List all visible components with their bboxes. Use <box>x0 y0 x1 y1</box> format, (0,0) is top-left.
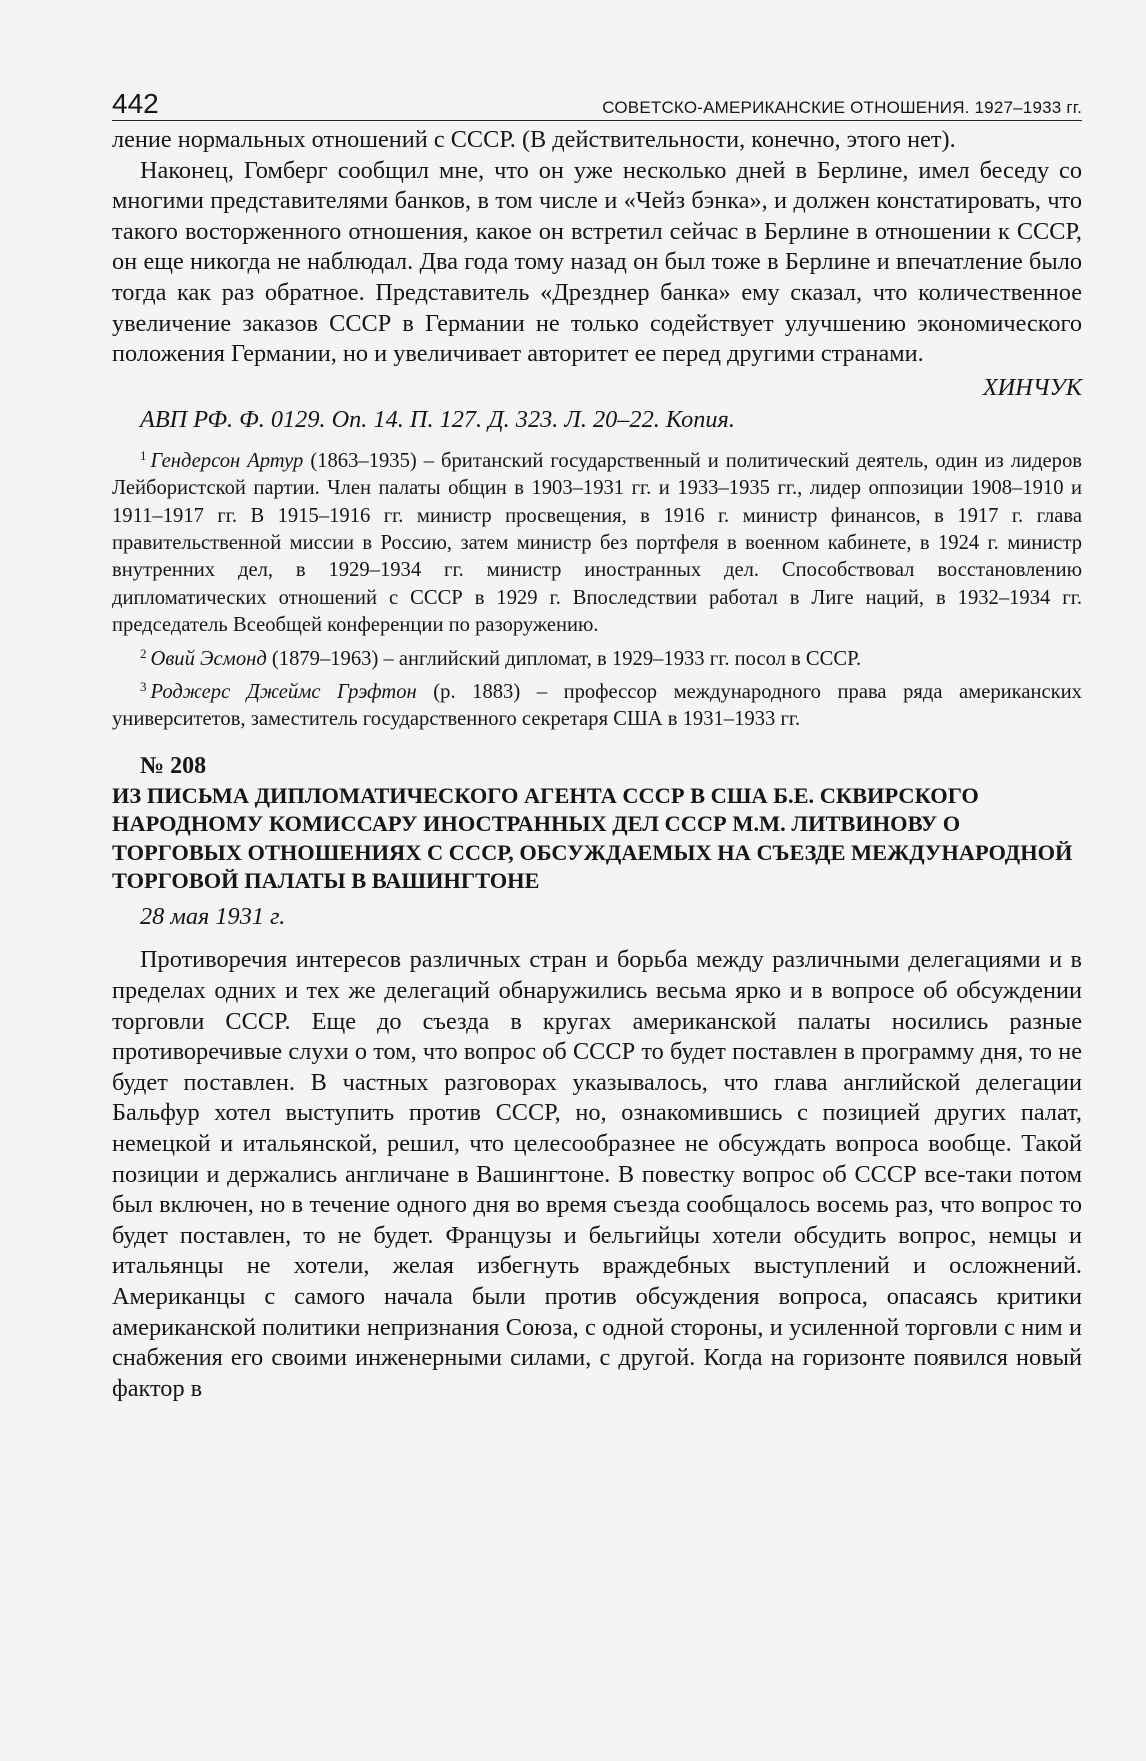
page-number: 442 <box>112 88 159 119</box>
footnote-name: Овий Эсмонд <box>150 647 267 670</box>
running-title: СОВЕТСКО-АМЕРИКАНСКИЕ ОТНОШЕНИЯ. 1927–1933 гг. <box>602 98 1082 117</box>
footnote-1 <box>112 442 1082 640</box>
book-page <box>112 90 1082 1404</box>
footnote-name: Роджерс Джеймс Грэфтон <box>150 681 417 703</box>
footnote-2 <box>112 640 1082 673</box>
document-body: Противоречия интересов различных стран и борьба между различными делегациями и в пределах одних и тех же делегаций обнаружились весьма ярко и в вопросе об обсуждении торговли СССР. Еще до съезда в кругах американской палаты носились разные противоречивые слухи о том, что вопрос об СССР то будет поставлен в программу дня, то не будет поставлен. В частных разговорах указывалось, что глава английской делегации Бальфур хотел выступить против СССР, но, ознакомившись с позицией других палат, немецкой и итальянской, решил, что целесообразнее не обсуждать вопроса вообще. Такой позиции и держались англичане в Вашингтоне. В повестку вопрос об СССР все-таки потом был включен, но в течение одного дня во время съезда сообщалось восемь раз, что вопрос то будет поставлен, то не будет. Французы и бельгийцы хотели обсудить вопрос, немцы и итальянцы не хотели, желая избегнуть враждебных выступлений и осложнений. Американцы с самого начала были против обсуждения вопроса, опасаясь критики американской политики непризнания Союза, с одной стороны, и усиленной торговли с ним и снабжения его своими инженерными силами, с другой. Когда на горизонте появился новый фактор в <box>112 946 1082 1402</box>
footnote-text: (1879–1963) – английский дипломат, в 1929–1933 гг. посол в СССР. <box>266 647 862 670</box>
footnote-name: Гендерсон Артур <box>150 449 304 472</box>
archive-reference: АВП РФ. Ф. 0129. Оп. 14. П. 127. Д. 323. Л. 20–22. Копия. <box>140 405 735 433</box>
paragraph-continuation: ление нормальных отношений с СССР. (В действительности, конечно, этого нет). <box>112 126 956 153</box>
document-number: № 208 <box>140 752 207 779</box>
footnote-mark: 2 <box>140 645 147 661</box>
document-title: ИЗ ПИСЬМА ДИПЛОМАТИЧЕСКОГО АГЕНТА СССР В США Б.Е. СКВИРСКОГО НАРОДНОМУ КОМИССАРУ ИНОСТРАННЫХ ДЕЛ СССР М.М. ЛИТВИНОВУ О ТОРГОВЫХ ОТНОШЕНИЯХ С СССР, ОБСУЖДАЕМЫХ НА СЪЕЗДЕ МЕЖДУНАРОДНОЙ ТОРГОВОЙ ПАЛАТЫ В ВАШИНГТОНЕ <box>112 782 1073 894</box>
footnote-3 <box>112 673 1082 734</box>
page-header <box>112 90 1082 121</box>
document-date: 28 мая 1931 г. <box>140 903 286 931</box>
footnote-text: (р. 1883) – профессор международного права ряда американских университетов, заместитель государственного секретаря США в 1931–1933 гг. <box>112 681 1082 731</box>
footnote-mark: 3 <box>140 679 147 694</box>
signature: ХИНЧУК <box>982 373 1082 401</box>
paragraph-gomberg: Наконец, Гомберг сообщил мне, что он уже несколько дней в Берлине, имел беседу со многими представителями банков, в том числе и «Чейз бэнка», и должен констатировать, что такого восторженного отношения, какое он встретил сейчас в Берлине в отношении к СССР, он еще никогда не наблюдал. Два года тому назад он был тоже в Берлине и впечатление было тогда как раз обратное. Представитель «Дрезднер банка» ему сказал, что количественное увеличение заказов СССР в Германии не только содействует улучшению экономического положения Германии, но и увеличивает авторитет ее перед другими странами. <box>112 156 1082 368</box>
footnote-text: (1863–1935) – британский государственный и политический деятель, один из лидеров Лейбористской партии. Член палаты общин в 1903–1931 гг. и 1933–1935 гг., лидер оппозиции 1908–1910 и 1911–1917 гг. В 1915–1916 гг. министр просвещения, в 1916 г. министр финансов, в 1917 г. глава правительственной миссии в Россию, затем министр без портфеля в военном кабинете, в 1924 г. министр внутренних дел, в 1929–1934 гг. министр иностранных дел. Способствовал восстановлению дипломатических отношений с СССР в 1929 г. Впоследствии работал в Лиге наций, в 1932–1934 гг. председатель Всеобщей конференции по разоружению. <box>112 449 1082 637</box>
footnote-mark: 1 <box>140 447 147 463</box>
